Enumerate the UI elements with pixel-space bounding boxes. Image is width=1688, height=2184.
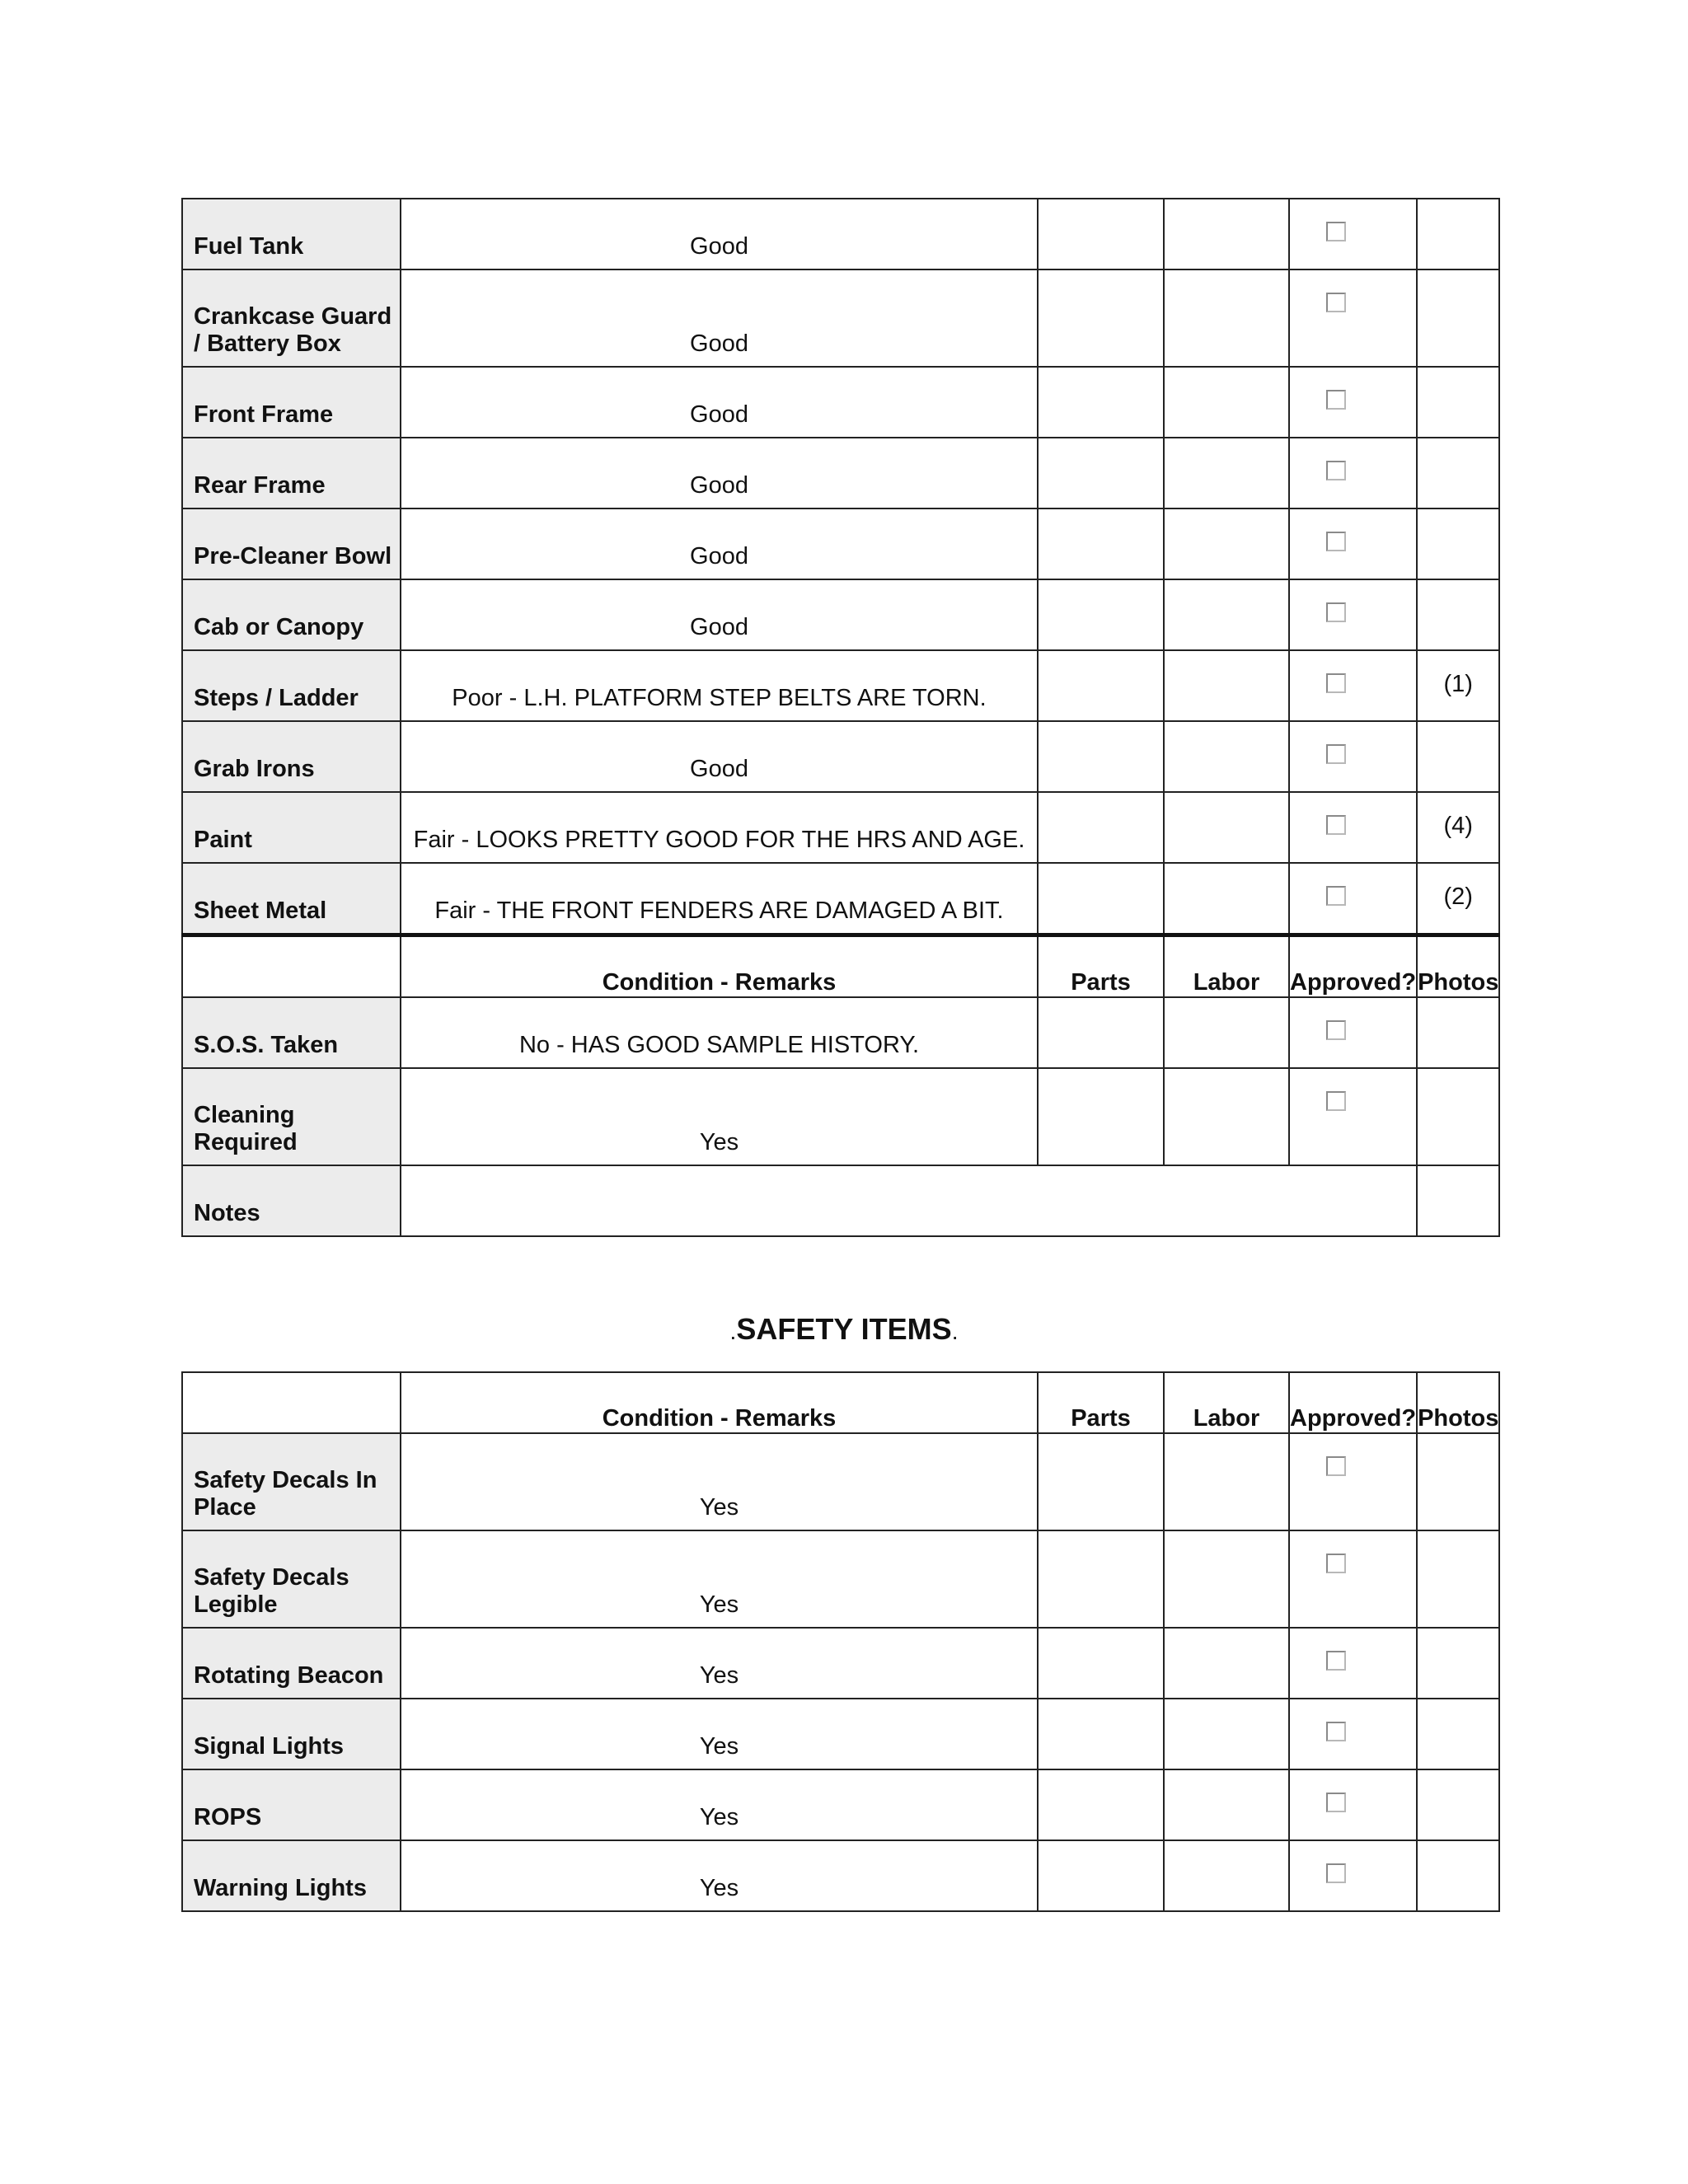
safety-items-table [181,1371,1500,1912]
condition-remarks: Poor - L.H. PLATFORM STEP BELTS ARE TORN. [401,650,1038,721]
parts-cell [1038,579,1164,650]
header-approved: Approved? [1289,1372,1417,1433]
notes-field[interactable] [401,1165,1417,1236]
table-row [182,1769,1499,1840]
approved-cell [1289,579,1417,650]
condition-remarks: Good [401,579,1038,650]
item-label: Cab or Canopy [182,579,401,650]
approved-cell [1289,650,1417,721]
labor-cell [1164,579,1289,650]
labor-cell [1164,509,1289,579]
photos-cell [1417,1628,1499,1699]
table-row [182,438,1499,509]
labor-cell [1164,199,1289,269]
approved-cell [1289,1068,1417,1165]
item-label: Paint [182,792,401,863]
approved-cell [1289,792,1417,863]
inspection-rows [182,199,1499,1236]
table-header-row [182,1372,1499,1433]
item-label: Crankcase Guard / Battery Box [182,269,401,367]
item-label: Steps / Ladder [182,650,401,721]
header-condition: Condition - Remarks [401,1372,1038,1433]
safety-items-title [0,1312,1688,1347]
table-row [182,367,1499,438]
labor-cell [1164,269,1289,367]
header-labor: Labor [1164,935,1289,998]
labor-cell [1164,650,1289,721]
approved-checkbox[interactable] [1326,815,1346,835]
condition-remarks: Good [401,269,1038,367]
labor-cell [1164,438,1289,509]
condition-remarks: Good [401,199,1038,269]
parts-cell [1038,269,1164,367]
table-row [182,721,1499,792]
condition-remarks: Yes [401,1530,1038,1628]
condition-remarks: Good [401,438,1038,509]
table-row [182,199,1499,269]
table-row [182,1530,1499,1628]
header-condition: Condition - Remarks [401,935,1038,998]
table-row [182,509,1499,579]
parts-cell [1038,792,1164,863]
header-labor: Labor [1164,1372,1289,1433]
approved-checkbox[interactable] [1326,390,1346,410]
photos-cell [1417,199,1499,269]
header-blank [182,935,401,998]
parts-cell [1038,1530,1164,1628]
table-row [182,1840,1499,1911]
condition-remarks: Yes [401,1068,1038,1165]
approved-checkbox[interactable] [1326,1793,1346,1812]
condition-remarks: Yes [401,1840,1038,1911]
item-label: S.O.S. Taken [182,997,401,1068]
approved-cell [1289,863,1417,935]
header-parts: Parts [1038,935,1164,998]
photos-cell [1417,579,1499,650]
item-label: Cleaning Required [182,1068,401,1165]
condition-remarks: Yes [401,1433,1038,1530]
inspection-table [181,198,1500,1237]
notes-row [182,1165,1499,1236]
approved-checkbox[interactable] [1326,1091,1346,1111]
title-dot: . [951,1319,959,1344]
parts-cell [1038,721,1164,792]
photos-cell [1417,1433,1499,1530]
approved-checkbox[interactable] [1326,222,1346,241]
item-label: ROPS [182,1769,401,1840]
parts-cell [1038,1769,1164,1840]
parts-cell [1038,997,1164,1068]
photos-cell: (2) [1417,863,1499,935]
condition-remarks: Fair - LOOKS PRETTY GOOD FOR THE HRS AND AGE. [401,792,1038,863]
item-label: Safety Decals Legible [182,1530,401,1628]
photos-cell [1417,1840,1499,1911]
approved-cell [1289,438,1417,509]
item-label: Signal Lights [182,1699,401,1769]
item-label: Safety Decals In Place [182,1433,401,1530]
parts-cell [1038,199,1164,269]
labor-cell [1164,1530,1289,1628]
approved-cell [1289,721,1417,792]
table-row [182,1068,1499,1165]
approved-cell [1289,269,1417,367]
approved-checkbox[interactable] [1326,461,1346,480]
approved-checkbox[interactable] [1326,1722,1346,1741]
header-approved: Approved? [1289,935,1417,998]
photos-cell [1417,721,1499,792]
photos-cell [1417,1699,1499,1769]
item-label: Fuel Tank [182,199,401,269]
labor-cell [1164,1068,1289,1165]
item-label: Rotating Beacon [182,1628,401,1699]
item-label: Rear Frame [182,438,401,509]
header-photos: Photos [1417,1372,1499,1433]
parts-cell [1038,1628,1164,1699]
item-label: Sheet Metal [182,863,401,935]
approved-cell [1289,1699,1417,1769]
photos-cell [1417,438,1499,509]
approved-cell [1289,199,1417,269]
table-row [182,1699,1499,1769]
approved-checkbox[interactable] [1326,1863,1346,1883]
section-title-text: SAFETY ITEMS [736,1312,952,1346]
parts-cell [1038,1433,1164,1530]
condition-remarks: No - HAS GOOD SAMPLE HISTORY. [401,997,1038,1068]
table-row [182,1433,1499,1530]
table-row [182,650,1499,721]
item-label: Warning Lights [182,1840,401,1911]
approved-cell [1289,1840,1417,1911]
notes-label: Notes [182,1165,401,1236]
approved-cell [1289,1433,1417,1530]
labor-cell [1164,367,1289,438]
condition-remarks: Fair - THE FRONT FENDERS ARE DAMAGED A BIT. [401,863,1038,935]
approved-checkbox[interactable] [1326,886,1346,906]
approved-checkbox[interactable] [1326,1651,1346,1671]
condition-remarks: Yes [401,1628,1038,1699]
item-label: Grab Irons [182,721,401,792]
approved-checkbox[interactable] [1326,602,1346,622]
parts-cell [1038,650,1164,721]
labor-cell [1164,1769,1289,1840]
approved-cell [1289,367,1417,438]
photos-cell: (1) [1417,650,1499,721]
condition-remarks: Yes [401,1769,1038,1840]
parts-cell [1038,438,1164,509]
parts-cell [1038,1699,1164,1769]
table-header-row [182,935,1499,998]
table-row [182,269,1499,367]
condition-remarks: Good [401,367,1038,438]
header-blank [182,1372,401,1433]
table-row [182,997,1499,1068]
approved-cell [1289,1530,1417,1628]
approved-checkbox[interactable] [1326,1020,1346,1040]
photos-cell [1417,269,1499,367]
photos-cell: (4) [1417,792,1499,863]
labor-cell [1164,721,1289,792]
item-label: Pre-Cleaner Bowl [182,509,401,579]
title-dot: . [729,1319,737,1344]
table-row [182,863,1499,935]
parts-cell [1038,367,1164,438]
table-row [182,1628,1499,1699]
approved-cell [1289,1769,1417,1840]
labor-cell [1164,1699,1289,1769]
parts-cell [1038,863,1164,935]
approved-cell [1289,509,1417,579]
labor-cell [1164,863,1289,935]
labor-cell [1164,1840,1289,1911]
parts-cell [1038,509,1164,579]
condition-remarks: Good [401,509,1038,579]
photos-cell [1417,997,1499,1068]
approved-checkbox[interactable] [1326,744,1346,764]
approved-checkbox[interactable] [1326,1554,1346,1573]
photos-cell [1417,1769,1499,1840]
labor-cell [1164,1628,1289,1699]
approved-checkbox[interactable] [1326,532,1346,551]
photos-cell [1417,1165,1499,1236]
parts-cell [1038,1840,1164,1911]
photos-cell [1417,1530,1499,1628]
labor-cell [1164,1433,1289,1530]
photos-cell [1417,1068,1499,1165]
approved-checkbox[interactable] [1326,293,1346,312]
approved-cell [1289,1628,1417,1699]
condition-remarks: Yes [401,1699,1038,1769]
photos-cell [1417,367,1499,438]
approved-checkbox[interactable] [1326,1456,1346,1476]
table-row [182,792,1499,863]
labor-cell [1164,792,1289,863]
photos-cell [1417,509,1499,579]
item-label: Front Frame [182,367,401,438]
header-photos: Photos [1417,935,1499,998]
parts-cell [1038,1068,1164,1165]
header-parts: Parts [1038,1372,1164,1433]
labor-cell [1164,997,1289,1068]
approved-checkbox[interactable] [1326,673,1346,693]
safety-rows [182,1372,1499,1911]
approved-cell [1289,997,1417,1068]
condition-remarks: Good [401,721,1038,792]
table-row [182,579,1499,650]
